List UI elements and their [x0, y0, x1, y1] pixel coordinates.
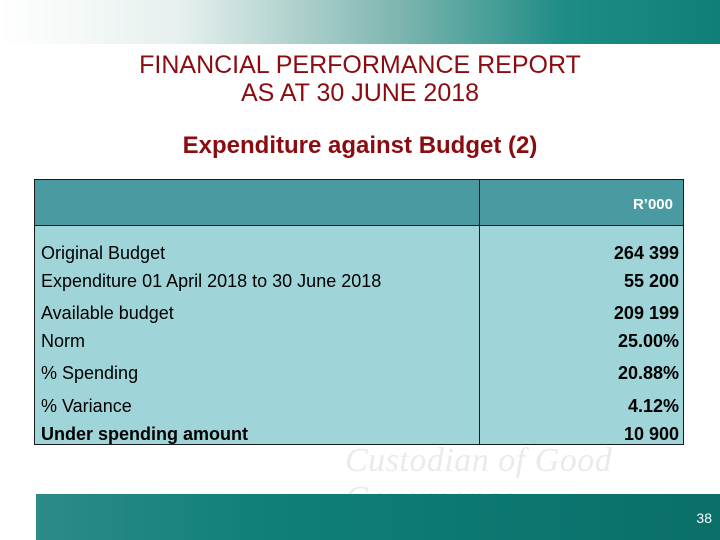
row-value: 55 200: [623, 271, 679, 291]
column-divider: [479, 180, 480, 444]
report-title-line1: FINANCIAL PERFORMANCE REPORT: [139, 51, 581, 79]
row-label: Expenditure 01 April 2018 to 30 June 2018: [41, 271, 382, 291]
unit-label: R’000: [632, 196, 673, 213]
row-label: Norm: [41, 331, 85, 351]
row-label: % Spending: [41, 363, 139, 383]
header-divider: [35, 225, 683, 226]
table-header: [35, 180, 683, 225]
watermark-motto: Custodian of Good: [345, 442, 613, 479]
report-subtitle: Expenditure against Budget (2): [182, 132, 538, 159]
row-value: 209 199: [613, 303, 679, 323]
row-value: 10 900: [623, 424, 679, 444]
footer-bar: [36, 494, 720, 540]
page-number: 38: [696, 510, 712, 526]
row-label: Available budget: [41, 303, 174, 323]
expenditure-table: [34, 179, 684, 445]
row-value: 25.00%: [617, 331, 679, 351]
row-label: Original Budget: [41, 243, 166, 263]
row-value: 264 399: [613, 243, 679, 263]
row-value: 20.88%: [617, 363, 679, 383]
report-title-line2: AS AT 30 JUNE 2018: [240, 79, 480, 107]
row-value: 4.12%: [627, 396, 679, 416]
row-label: Under spending amount: [41, 424, 248, 444]
top-decorative-band: [0, 0, 720, 44]
row-label: % Variance: [41, 396, 132, 416]
